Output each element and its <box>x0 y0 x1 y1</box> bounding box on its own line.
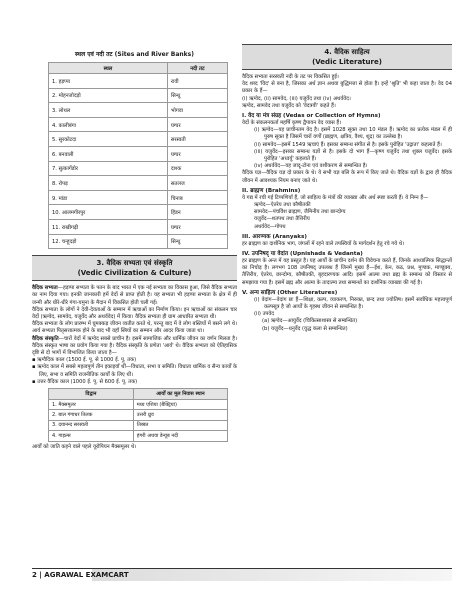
table-row <box>49 205 228 220</box>
list-item <box>32 379 237 386</box>
paragraph: वैदिक सभ्यता सरस्वती नदी के तट पर विकसित हुई। <box>242 74 339 80</box>
section-3-heading <box>32 255 237 281</box>
table-row <box>49 146 228 161</box>
list-item-text: ऋग्वैदिक काल (1500 ई. पू. से 1000 ई. पू. तक) <box>37 357 137 364</box>
table-cell: 3. दयानन्द सरस्वती <box>49 420 134 430</box>
table-cell: सिन्धु <box>167 234 227 249</box>
footer-bar <box>92 569 452 581</box>
list-item-text: ऋग्वेद काल में सबसे महत्वपूर्ण तीन इकाइयाँ थीं—विधाता, सभा व समिति। विधाता धार्मिक व सैन्य कार्यों के लिए, सभा व समिति राजनीतिक कार्यों के लिए थीं। <box>37 364 237 378</box>
table-cell: 4. गाइल्स <box>49 431 134 441</box>
list-item-text: उत्तर वैदिक काल (1000 ई. पू. से 600 ई. पू. तक) <box>37 378 138 385</box>
list-item: (a) ऋग्वेद—आयुर्वेद (चिकित्साशास्त्र से सम्बन्धित) <box>262 318 358 325</box>
bullet-icon: ▪ <box>32 378 38 385</box>
table-cell: 2. मोहनजोदड़ो <box>49 88 168 103</box>
table-row <box>49 234 228 249</box>
paragraph: ऋग्वेद, सामवेद तथा यजुर्वेद को 'वेदत्रयी' कहते हैं। <box>242 102 336 109</box>
section-4-title-en: (Vedic Literature) <box>312 58 382 66</box>
table-cell: रावी <box>167 74 227 89</box>
paragraph: वेद शब्द 'विद' से बना है, जिसका अर्थ ज्ञान अथवा बुद्धिमत्ता से होता है। इन्हें 'श्रुति' भी कहा जाता है। वेद 04 प्रकार के हैं— <box>242 81 452 95</box>
table-cell: 7. सुत्कागेंडोर <box>49 161 168 176</box>
table-cell: 5. सुरकोटदा <box>49 132 168 147</box>
subsection-heading: V. अन्य साहित्य (Other Literatures) <box>242 289 338 296</box>
table-row <box>49 88 228 103</box>
table-row <box>49 74 228 89</box>
table-cell: भोगवा <box>167 103 227 118</box>
paragraph-text: —हड़प्पा सभ्यता के पतन के बाद भारत में एक नई सभ्यता का विकास हुआ, जिसे वैदिक सभ्यता का नाम दिया गया। इनकी जानकारी हमें वेदों से प्राप्त होती है। यह सभ्यता भी हड़प्पा सभ्यता के क्षेत्र में ही जन्मी और धीरे-धीरे गंगा-यमुना के मैदान में विकसित होती चली गई। <box>32 285 237 306</box>
table-cell: घग्घर <box>167 219 227 234</box>
table-row <box>49 410 228 420</box>
paragraph: ये गद्य में रची गई टिप्पणियाँ हैं, जो साहित्य के मंत्रों की व्याख्या और अर्थ स्पष्ट करती हैं। ये निम्न हैं— <box>242 194 429 201</box>
section-4-title-hi: 4. वैदिक साहित्य <box>324 48 370 56</box>
table-cell: उत्तरी ध्रुव <box>133 410 227 420</box>
table-cell: हंगरी अथवा डेन्यूब नदी <box>133 431 227 441</box>
list-item: (i) ऋग्वेद—यह प्राचीनतम वेद है। इसमें 1028 सूक्त तथा 10 मंडल हैं। ऋग्वेद का प्रत्येक मंडल में ही पुरुष सूक्त है जिसमें चारों वर्णों (ब्राह्मण, क्षत्रिय, वैश्य, शूद्र) का उल्लेख है। <box>254 127 452 141</box>
paragraph: वैदिक सभ्यता के लोग प्रारम्भ में घुमक्कड़ जीवन व्यतीत करते थे, परन्तु बाद में वे लोग बस्तियों में बसने लगे थे। आर्य सभ्यता पितृसत्तात्मक होने के बाद भी वहाँ स्त्रियों का सम्मान और आदर किया जाता था। <box>32 321 237 335</box>
list-item: ऋग्वेद—ऐतरेय तथा कौषीतकी <box>254 202 311 209</box>
subsection-heading: II. ब्राह्मण (Brahmins) <box>242 187 301 194</box>
table-row <box>49 431 228 441</box>
list-item: (b) यजुर्वेद—धनुर्वेद (युद्ध कला से सम्बन्धित) <box>262 325 348 332</box>
table-cell: 1. हड़प्पा <box>49 74 168 89</box>
paragraph: वैदिक यज्ञ—वैदिक यज्ञ दो प्रकार के थे। ये सभी यज्ञ बलि के रूप में किए जाते थे। वैदिक यज्ञों के द्वारा ही वैदिक जीवन में आवश्यक नियम बनाए जाते थे। <box>242 170 452 184</box>
aryan-origin-table <box>48 388 228 442</box>
table-row <box>49 161 228 176</box>
table2-header-origin: आर्यों का मूल निवास स्थान <box>133 388 227 399</box>
table-cell: 4. कालीबंगा <box>49 117 168 132</box>
section-4-heading <box>242 44 452 70</box>
lead-term: वैदिक संस्कृति <box>32 335 59 342</box>
table-row <box>49 132 228 147</box>
list-item: सामवेद—पंचविंश ब्राह्मण, जैमिनीय तथा छान्दोग्य <box>254 209 346 216</box>
subsection-heading: I. वेद या मंत्र संग्रह (Vedas or Collection of Hymns) <box>242 113 381 120</box>
table-cell: 11. राखीगढ़ी <box>49 219 168 234</box>
bullet-icon: ▪ <box>32 364 38 371</box>
left-column <box>32 50 237 451</box>
table-cell: हिंडन <box>167 205 227 220</box>
sites-table <box>48 62 228 249</box>
list-item: (iii) यजुर्वेद—इसका सम्बन्ध यज्ञों से है। इसके दो भाग हैं—कृष्ण यजुर्वेद तथा शुक्ल यजुर्वेद। इसके पुरोहित 'अध्वर्यु' कहलाते हैं। <box>254 148 452 163</box>
list-item: (i) वेदांग—वेदांग छः हैं—शिक्षा, कल्प, व्याकरण, निरुक्त, छन्द तथा ज्योतिष। इसमें सर्वाधिक महत्त्वपूर्ण कल्पसूत्र है जो आर्यों के गृहस्थ जीवन से सम्बन्धित है। <box>254 296 452 311</box>
table-cell: 12. चन्हूदड़ो <box>49 234 168 249</box>
subsection-heading: III. आरण्यक (Aranyaks) <box>242 233 307 240</box>
table1-caption: स्थल एवं नदी तट (Sites and River Banks) <box>75 51 194 58</box>
list-item: (ii) उपवेद <box>254 311 275 318</box>
table-cell: 2. बाल गंगाधर तिलक <box>49 410 134 420</box>
list-item: यजुर्वेद—शतपथ तथा तैत्तिरीय <box>254 216 310 223</box>
table-cell: 9. मांडा <box>49 190 168 205</box>
paragraph: आर्यों को जाति कहने वाले पहले यूरोपियन मैक्समूलर थे। <box>32 443 137 450</box>
paragraph <box>32 336 237 358</box>
table-row <box>49 420 228 430</box>
table-row <box>49 176 228 191</box>
table-row <box>49 190 228 205</box>
section-3-title-hi: 3. वैदिक सभ्यता एवं संस्कृति <box>96 259 173 268</box>
table2-header-scholar: विद्वान <box>49 388 134 399</box>
table-cell: चिनाब <box>167 190 227 205</box>
paragraph-text: —चारों वेदों में ऋग्वेद सबसे प्राचीन है। इसमें सामाजिक और धार्मिक जीवन का वर्णन मिलता है। वैदिक संस्कृत भाषा का प्रयोग किया गया है। वैदिक संस्कृति के प्रणेता 'आर्य' थे। वैदिक सभ्यता को ऐतिहासिक दृष्टि से दो भागों में विभाजित किया जाता है— <box>32 335 237 356</box>
subsection-heading: IV. उपनिषद् या वेदांत (Upnishads & Vedanta) <box>242 251 363 258</box>
list-item <box>32 364 237 378</box>
table-cell: तिब्बत <box>133 420 227 430</box>
table-cell: 1. मैक्समूलर <box>49 399 134 409</box>
table-cell: 10. आलमगीरपुर <box>49 205 168 220</box>
table-cell: 3. लोथल <box>49 103 168 118</box>
table1-header-site: स्थल <box>49 63 168 74</box>
list-item: (iv) अथर्ववेद—यह जादू-टोना एवं वशीकरण से सम्बन्धित है। <box>254 163 368 170</box>
table-row <box>49 103 228 118</box>
table-cell: सिन्धु <box>167 88 227 103</box>
table-row <box>49 117 228 132</box>
paragraph: (i) ऋग्वेद, (ii) सामवेद, (iii) यजुर्वेद तथा (iv) अथर्ववेद। <box>242 95 351 102</box>
lead-term: वैदिक सभ्यता <box>32 285 58 292</box>
table-cell: 8. रोपड़ <box>49 176 168 191</box>
paragraph: हर ब्राह्मण के अन्त में यह प्रस्तुत है। यह आर्यों के प्राचीन दर्शन की विवेचना करते हैं, जिनके आध्यात्मिक सिद्धान्तों का निचोड़ है। लगभग 108 उपनिषद् उपलब्ध हैं जिनमें मुख्य हैं—ईश, केन, कठ, प्रश्न, मुण्डक, माण्डूक्य, तैत्तिरीय, ऐतरेय, छान्दोग्य, कौषीतकी, बृहदारण्यक आदि। इसमें आत्मा तथा ब्रह्म के सम्बन्ध को विस्तार से समझाया गया है। इसमें ब्रह्म और आत्मा के तादात्म्य तथा सम्बन्धों का दार्शनिक व्याख्या की गई है। <box>242 258 452 286</box>
table-cell: सतलज <box>167 176 227 191</box>
right-column <box>242 44 452 333</box>
table-cell: 6. बनवाली <box>49 146 168 161</box>
table-row <box>49 399 228 409</box>
paragraph: वेदों के संकलनकर्ता महर्षि कृष्ण द्वैपायन वेद व्यास हैं। <box>242 120 342 127</box>
paragraph: हर ब्राह्मण का दार्शनिक भाग, जंगलों में रहने वाले तपस्वियों के मार्गदर्शन हेतु रचे गये थे। <box>242 240 405 247</box>
page-footer <box>32 568 452 580</box>
table-row <box>49 219 228 234</box>
table-cell: घग्घर <box>167 146 227 161</box>
list-item: (ii) सामवेद—इसमें 1549 ऋचाएं हैं। इसका सम्बन्ध संगीत से है। इसके पुरोहित 'उद्गाता' कहलाते हैं। <box>254 141 442 148</box>
footer-text: 2 | AGRAWAL EXAMCART <box>32 571 129 579</box>
table-cell: सरस्वती <box>167 132 227 147</box>
list-item: अथर्ववेद—गोपथ <box>254 223 286 230</box>
table1-header-river: नदी तट <box>167 63 227 74</box>
table-cell: मध्य एशिया (बैक्ट्रिया) <box>133 399 227 409</box>
table-cell: घग्घर <box>167 117 227 132</box>
table-cell: दाश्क <box>167 161 227 176</box>
section-3-title-en: (Vedic Civilization & Culture) <box>77 269 192 278</box>
paragraph <box>32 285 237 307</box>
paragraph: वैदिक सभ्यता के लोगों ने देवी-देवताओं के सम्मान में ऋचाओं का निर्माण किया। इन ऋचाओं का संकलन चार वेदों (ऋग्वेद, सामवेद, यजुर्वेद और अथर्ववेद) में किया। वैदिक सभ्यता ही ग्राम आधारित सभ्यता थी। <box>32 306 237 320</box>
bullet-icon: ▪ <box>32 357 38 364</box>
